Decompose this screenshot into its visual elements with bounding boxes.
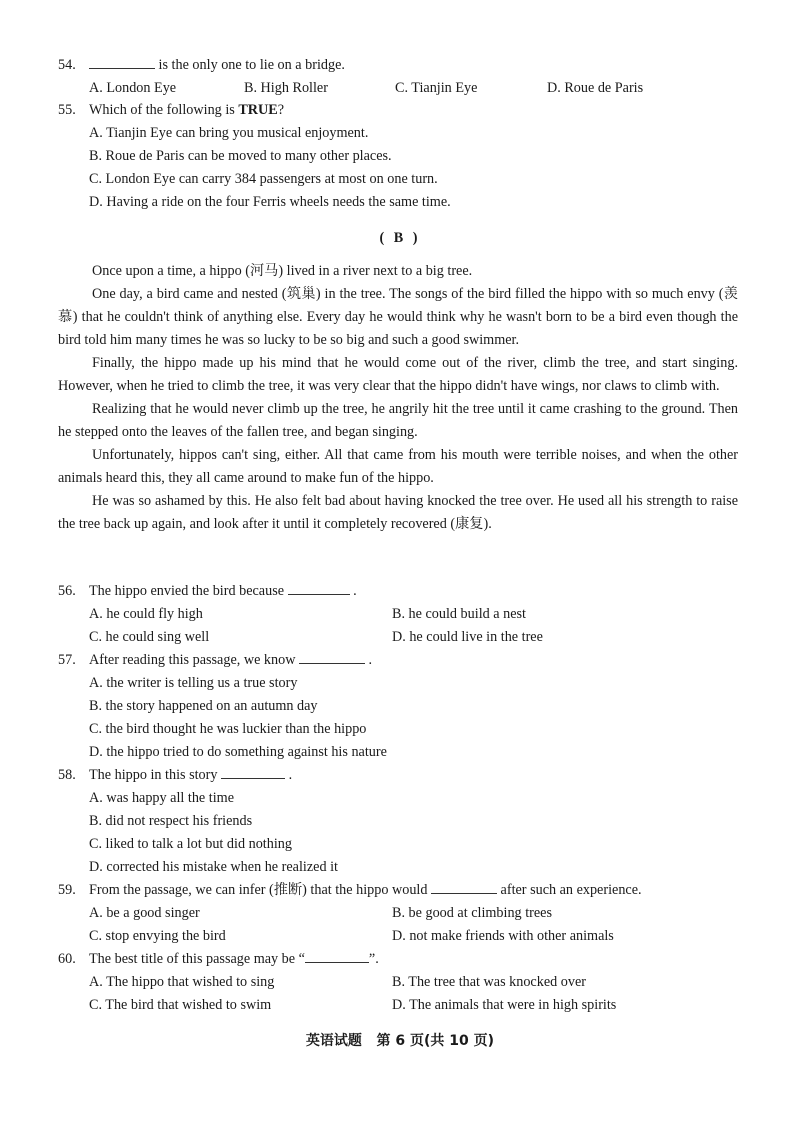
option-c: C. The bird that wished to swim — [89, 997, 272, 1013]
option-d: D. Having a ride on the four Ferris wheels needs the same time. — [89, 194, 451, 210]
question-stem: Which of the following is TRUE? — [89, 102, 285, 118]
passage-paragraph: He was so ashamed by this. He also felt bad about having knocked the tree over. He used all his strength to raise the tree back up again, and look after it until it completely recovered (康复). — [58, 493, 738, 532]
option-b: B. did not respect his friends — [89, 813, 253, 829]
option-b: B. the story happened on an autumn day — [89, 698, 318, 714]
option-c: C. Tianjin Eye — [395, 80, 478, 96]
passage-paragraph: Finally, the hippo made up his mind that he would come out of the river, climb the tree, and start singing. However, when he tried to climb the tree, it was very clear that the hippo didn't have wings, nor claws to climb with. — [58, 355, 738, 394]
option-a: A. Tianjin Eye can bring you musical enjoyment. — [89, 125, 369, 141]
question-number: 54. — [58, 57, 76, 73]
option-d: D. he could live in the tree — [392, 629, 543, 645]
question-number: 55. — [58, 102, 76, 118]
question-number: 56. — [58, 583, 76, 599]
option-c: C. London Eye can carry 384 passengers at most on one turn. — [89, 171, 438, 187]
option-a: A. the writer is telling us a true story — [89, 675, 298, 691]
question-number: 57. — [58, 652, 76, 668]
option-d: D. The animals that were in high spirits — [392, 997, 617, 1013]
option-c: C. he could sing well — [89, 629, 210, 645]
option-a: A. The hippo that wished to sing — [89, 974, 275, 990]
option-b: B. The tree that was knocked over — [392, 974, 586, 990]
passage-paragraph: Realizing that he would never climb up the tree, he angrily hit the tree until it came crashing to the ground. Then he stepped onto the leaves of the fallen tree, and began singing. — [58, 401, 738, 440]
option-a: A. was happy all the time — [89, 790, 234, 806]
answer-blank — [89, 54, 155, 69]
option-d: D. corrected his mistake when he realized it — [89, 859, 338, 875]
reading-passage — [58, 260, 738, 536]
question-stem: After reading this passage, we know . — [89, 649, 372, 672]
option-b: B. High Roller — [244, 80, 328, 96]
option-a: A. London Eye — [89, 80, 177, 96]
option-d: D. not make friends with other animals — [392, 928, 614, 944]
answer-blank — [221, 764, 285, 779]
question-number: 59. — [58, 882, 76, 898]
answer-blank — [299, 649, 365, 664]
question-stem: The hippo envied the bird because . — [89, 580, 357, 603]
option-b: B. be good at climbing trees — [392, 905, 552, 921]
option-d: D. the hippo tried to do something against his nature — [89, 744, 387, 760]
option-c: C. liked to talk a lot but did nothing — [89, 836, 292, 852]
question-stem: The hippo in this story . — [89, 764, 292, 787]
passage-paragraph: Once upon a time, a hippo (河马) lived in a river next to a big tree. — [92, 263, 473, 279]
answer-blank — [305, 948, 369, 963]
page-footer: 英语试题 第 6 页(共 10 页) — [305, 1033, 495, 1049]
option-b: B. he could build a nest — [392, 606, 526, 622]
passage-paragraph: Unfortunately, hippos can't sing, either. All that came from his mouth were terrible noises, and when the other animals heard this, they all came around to make fun of the hippo. — [58, 447, 738, 486]
option-a: A. be a good singer — [89, 905, 200, 921]
section-title: ( B ) — [379, 230, 421, 246]
option-b: B. Roue de Paris can be moved to many other places. — [89, 148, 392, 164]
option-a: A. he could fly high — [89, 606, 203, 622]
passage-paragraph: One day, a bird came and nested (筑巢) in the tree. The songs of the bird filled the hippo with so much envy (羡慕) that he couldn't think of anything else. Every day he would think why he wasn't born to be a bird even though the bird told him many times he was so lucky to be so big and such a good swimmer. — [58, 286, 738, 348]
question-stem: From the passage, we can infer (推断) that the hippo would after such an experience. — [89, 879, 642, 902]
answer-blank — [431, 879, 497, 894]
question-stem: is the only one to lie on a bridge. — [89, 54, 345, 77]
question-number: 60. — [58, 951, 76, 967]
answer-blank — [288, 580, 350, 595]
question-stem: The best title of this passage may be “ ”. — [89, 948, 379, 971]
option-d: D. Roue de Paris — [547, 80, 644, 96]
option-c: C. stop envying the bird — [89, 928, 226, 944]
question-number: 58. — [58, 767, 76, 783]
option-c: C. the bird thought he was luckier than the hippo — [89, 721, 367, 737]
